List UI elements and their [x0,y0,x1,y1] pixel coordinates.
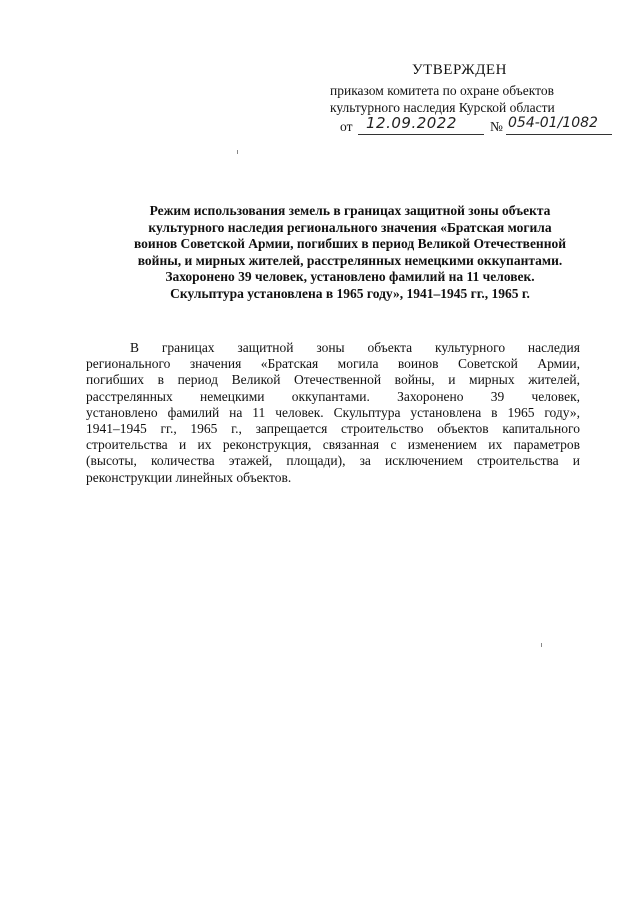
heading-line: войны, и мирных жителей, расстрелянных немецкими оккупантами. [137,252,563,268]
heading-line: Режим использования земель в границах защитной зоны объекта [149,203,551,218]
number-field [506,116,612,135]
handwritten-number: 054-01/1082 [508,115,598,131]
body-line: В границах защитной зоны объекта культурного наследия [130,340,580,355]
date-field [358,116,484,135]
body-line: установлено фамилий на 11 человек. Скульптура установлена в 1965 году», [86,404,580,420]
approval-committee-line: культурного наследия Курской области [330,100,555,115]
scan-speck [541,643,542,647]
approval-title: УТВЕРЖДЕН [412,62,507,78]
body-line: погибших в период Великой Отечественной войны, и мирных жителей, [86,372,580,388]
body-paragraph [86,340,580,486]
heading-line: воинов Советской Армии, погибших в период Великой Отечественной [133,236,567,251]
body-line: расстрелянных немецкими оккупантами. Захоронено 39 человек, [86,388,580,404]
heading-line: Скульптура установлена в 1965 году», 1941–1945 гг., 1965 г. [170,285,530,301]
document-heading [110,203,590,302]
number-label: № [490,119,503,134]
scan-speck [237,150,238,154]
handwritten-date: 12.09.2022 [366,114,457,132]
approval-order-line: приказом комитета по охране объектов [330,83,554,98]
body-line: реконструкции линейных объектов. [86,469,292,485]
body-line: 1941–1945 гг., 1965 г., запрещается строительство объектов капитального [86,421,580,437]
body-line: регионального значения «Братская могила воинов Советской Армии, [86,356,580,372]
approval-date-row [340,116,602,138]
heading-line: культурного наследия регионального значения «Братская могила [148,219,552,235]
body-line: строительства и их реконструкция, связанная с изменением их параметров [86,437,580,453]
heading-line: Захоронено 39 человек, установлено фамилий на 11 человек. [165,269,535,284]
date-label: от [340,119,353,134]
body-line: (высоты, количества этажей, площади), за исключением строительства и [86,453,580,469]
